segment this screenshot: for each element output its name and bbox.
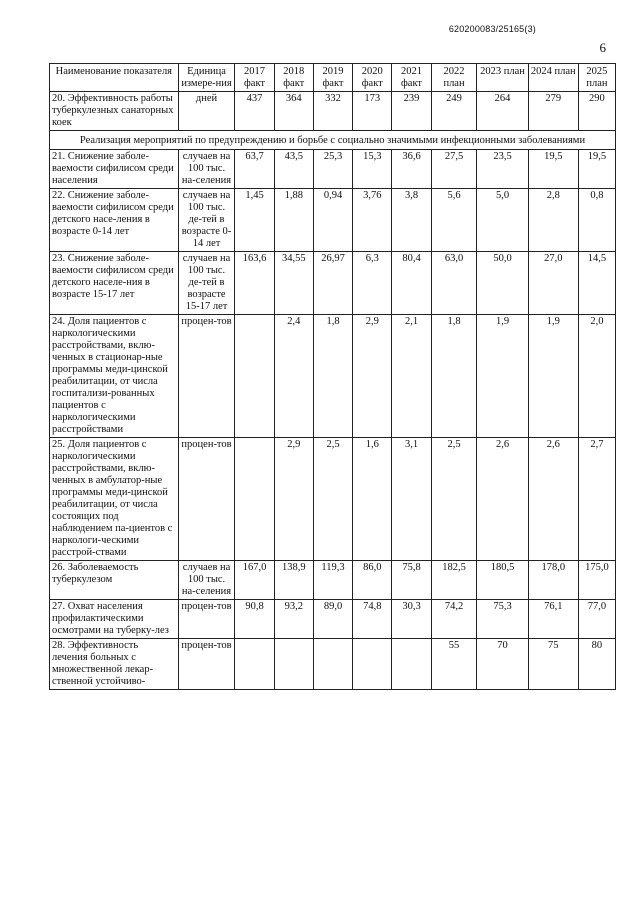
table-row	[50, 315, 616, 438]
table-row	[50, 639, 616, 690]
column-header: Единица измере-ния	[178, 64, 235, 92]
value-cell: 89,0	[313, 600, 352, 639]
table-row	[50, 438, 616, 561]
value-cell: 70	[477, 639, 528, 690]
value-cell: 5,0	[477, 189, 528, 252]
column-header: 2018 факт	[274, 64, 313, 92]
table-row	[50, 561, 616, 600]
unit-cell: процен-тов	[178, 438, 235, 561]
unit-cell: дней	[178, 92, 235, 131]
value-cell: 50,0	[477, 252, 528, 315]
value-cell: 2,9	[274, 438, 313, 561]
value-cell: 76,1	[528, 600, 578, 639]
value-cell: 77,0	[578, 600, 615, 639]
table-row	[50, 92, 616, 131]
value-cell: 2,6	[477, 438, 528, 561]
column-header: Наименование показателя	[50, 64, 179, 92]
value-cell: 2,5	[431, 438, 477, 561]
value-cell: 2,7	[578, 438, 615, 561]
value-cell: 75	[528, 639, 578, 690]
column-header: 2024 план	[528, 64, 578, 92]
indicators-table	[49, 63, 616, 690]
table-row	[50, 252, 616, 315]
value-cell: 332	[313, 92, 352, 131]
table-row	[50, 150, 616, 189]
value-cell: 249	[431, 92, 477, 131]
indicator-name: 20. Эффективность работы туберкулезных санаторных коек	[50, 92, 179, 131]
value-cell: 364	[274, 92, 313, 131]
value-cell: 0,94	[313, 189, 352, 252]
unit-cell: процен-тов	[178, 600, 235, 639]
value-cell: 74,8	[353, 600, 392, 639]
value-cell: 2,8	[528, 189, 578, 252]
value-cell: 180,5	[477, 561, 528, 600]
value-cell: 27,0	[528, 252, 578, 315]
unit-cell: случаев на 100 тыс. де-тей в возрасте 15-17 лет	[178, 252, 235, 315]
column-header: 2021 факт	[392, 64, 431, 92]
value-cell: 86,0	[353, 561, 392, 600]
value-cell: 43,5	[274, 150, 313, 189]
value-cell: 163,6	[235, 252, 274, 315]
value-cell: 1,8	[431, 315, 477, 438]
value-cell: 75,3	[477, 600, 528, 639]
value-cell: 1,8	[313, 315, 352, 438]
value-cell: 19,5	[578, 150, 615, 189]
indicator-name: 23. Снижение заболе-ваемости сифилисом среди детского населе-ния в возрасте 15-17 лет	[50, 252, 179, 315]
value-cell: 279	[528, 92, 578, 131]
value-cell: 36,6	[392, 150, 431, 189]
indicator-name: 28. Эффективность лечения больных с множественной лекар-ственной устойчиво-	[50, 639, 179, 690]
table-row	[50, 189, 616, 252]
value-cell: 0,8	[578, 189, 615, 252]
value-cell: 2,5	[313, 438, 352, 561]
indicator-name: 27. Охват населения профилактическими осмотрами на туберку-лез	[50, 600, 179, 639]
value-cell: 175,0	[578, 561, 615, 600]
unit-cell: процен-тов	[178, 639, 235, 690]
table-body	[50, 92, 616, 690]
value-cell: 119,3	[313, 561, 352, 600]
value-cell	[313, 639, 352, 690]
value-cell: 2,0	[578, 315, 615, 438]
value-cell: 290	[578, 92, 615, 131]
value-cell: 63,7	[235, 150, 274, 189]
value-cell	[235, 639, 274, 690]
indicator-name: 24. Доля пациентов с наркологическими расстройствами, вклю-ченных в стационар-ные программы меди-цинской реабилитации, от числа госпитализи-рованных пациентов с наркологическими расстройствами	[50, 315, 179, 438]
table-header-row	[50, 64, 616, 92]
value-cell: 80	[578, 639, 615, 690]
value-cell: 26,97	[313, 252, 352, 315]
value-cell: 1,9	[477, 315, 528, 438]
value-cell: 34,55	[274, 252, 313, 315]
value-cell: 1,6	[353, 438, 392, 561]
value-cell: 2,1	[392, 315, 431, 438]
column-header: 2023 план	[477, 64, 528, 92]
value-cell: 1,88	[274, 189, 313, 252]
column-header: 2022 план	[431, 64, 477, 92]
value-cell: 2,6	[528, 438, 578, 561]
unit-cell: процен-тов	[178, 315, 235, 438]
unit-cell: случаев на 100 тыс. на-селения	[178, 150, 235, 189]
value-cell: 3,76	[353, 189, 392, 252]
value-cell: 23,5	[477, 150, 528, 189]
value-cell	[392, 639, 431, 690]
value-cell: 1,9	[528, 315, 578, 438]
value-cell: 25,3	[313, 150, 352, 189]
indicator-name: 21. Снижение заболе-ваемости сифилисом среди населения	[50, 150, 179, 189]
value-cell: 264	[477, 92, 528, 131]
value-cell: 19,5	[528, 150, 578, 189]
value-cell	[353, 639, 392, 690]
document-id: 620200083/25165(3)	[448, 24, 536, 34]
value-cell: 30,3	[392, 600, 431, 639]
value-cell: 6,3	[353, 252, 392, 315]
column-header: 2019 факт	[313, 64, 352, 92]
value-cell: 5,6	[431, 189, 477, 252]
value-cell: 2,4	[274, 315, 313, 438]
indicator-name: 25. Доля пациентов с наркологическими расстройствами, вклю-ченных в амбулатор-ные программы меди-цинской реабилитации, от числа состоящих под наблюдением па-циентов с наркологи-ческими расстрой-ствами	[50, 438, 179, 561]
value-cell	[235, 438, 274, 561]
value-cell: 437	[235, 92, 274, 131]
value-cell: 27,5	[431, 150, 477, 189]
value-cell: 167,0	[235, 561, 274, 600]
value-cell: 93,2	[274, 600, 313, 639]
value-cell: 2,9	[353, 315, 392, 438]
value-cell: 90,8	[235, 600, 274, 639]
value-cell: 75,8	[392, 561, 431, 600]
page-number: 6	[599, 40, 606, 55]
value-cell: 138,9	[274, 561, 313, 600]
value-cell: 239	[392, 92, 431, 131]
section-row	[50, 131, 616, 150]
value-cell: 3,8	[392, 189, 431, 252]
value-cell: 178,0	[528, 561, 578, 600]
value-cell: 14,5	[578, 252, 615, 315]
column-header: 2020 факт	[353, 64, 392, 92]
table-row	[50, 600, 616, 639]
value-cell: 55	[431, 639, 477, 690]
unit-cell: случаев на 100 тыс. на-селения	[178, 561, 235, 600]
value-cell: 63,0	[431, 252, 477, 315]
value-cell: 1,45	[235, 189, 274, 252]
value-cell: 182,5	[431, 561, 477, 600]
indicator-name: 26. Заболеваемость туберкулезом	[50, 561, 179, 600]
value-cell	[235, 315, 274, 438]
value-cell: 3,1	[392, 438, 431, 561]
section-title: Реализация мероприятий по предупреждению и борьбе с социально значимыми инфекционными заболеваниями	[50, 131, 616, 150]
value-cell: 80,4	[392, 252, 431, 315]
column-header: 2017 факт	[235, 64, 274, 92]
value-cell: 173	[353, 92, 392, 131]
value-cell: 74,2	[431, 600, 477, 639]
value-cell: 15,3	[353, 150, 392, 189]
indicator-name: 22. Снижение заболе-ваемости сифилисом среди детского насе-ления в возрасте 0-14 лет	[50, 189, 179, 252]
value-cell	[274, 639, 313, 690]
column-header: 2025 план	[578, 64, 615, 92]
unit-cell: случаев на 100 тыс. де-тей в возрасте 0-14 лет	[178, 189, 235, 252]
